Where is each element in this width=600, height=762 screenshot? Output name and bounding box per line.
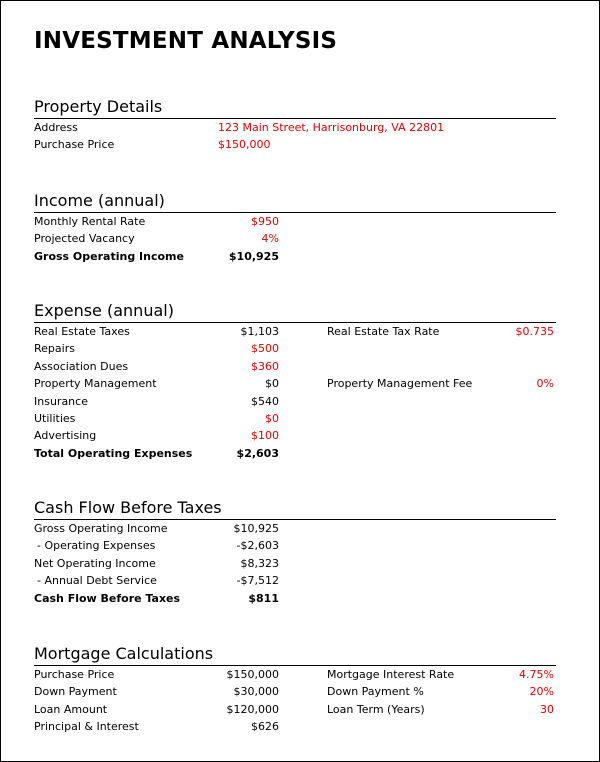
row-value: -$2,603: [236, 539, 279, 553]
row-value: $0: [265, 377, 279, 391]
row-label: Advertising: [34, 429, 97, 443]
row-value: $10,925: [233, 522, 279, 535]
table-row: [34, 520, 556, 537]
row-label: Principal & Interest: [34, 720, 139, 734]
row-value: -$7,512: [236, 574, 279, 588]
table-row: [34, 213, 556, 230]
row-value: $8,323: [240, 556, 279, 570]
table-row: [34, 358, 556, 375]
side-value[interactable]: $0.735: [515, 325, 554, 338]
table-row: [34, 572, 556, 589]
row-label: Loan Amount: [34, 702, 108, 716]
table-row: [34, 683, 556, 700]
row-value[interactable]: $0: [265, 411, 279, 425]
section-heading: Cash Flow Before Taxes: [34, 498, 556, 520]
row-value: $150,000: [226, 668, 279, 681]
section-heading: Expense (annual): [34, 301, 556, 323]
row-label: Projected Vacancy: [34, 232, 135, 246]
row-label: Gross Operating Income: [34, 249, 184, 263]
table-row: [34, 445, 556, 462]
table-row: [34, 701, 556, 718]
cash-flow-section: [34, 498, 556, 607]
row-value[interactable]: $360: [251, 359, 279, 373]
table-row: [34, 555, 556, 572]
property-details-section: [34, 97, 556, 154]
mortgage-section: [34, 644, 556, 736]
row-label: Monthly Rental Rate: [34, 215, 146, 228]
address-label: Address: [34, 121, 78, 134]
section-heading: Mortgage Calculations: [34, 644, 556, 666]
side-value[interactable]: 4.75%: [519, 668, 554, 681]
row-label: Utilities: [34, 411, 76, 425]
table-row: [34, 393, 556, 410]
row-label: Property Management: [34, 377, 157, 391]
side-label: Real Estate Tax Rate: [327, 325, 440, 338]
row-label: Gross Operating Income: [34, 522, 168, 535]
row-label: Cash Flow Before Taxes: [34, 591, 181, 605]
table-row: [34, 340, 556, 357]
row-value: $120,000: [226, 702, 279, 716]
table-row: [34, 248, 556, 265]
row-label: Repairs: [34, 342, 75, 356]
row-label: Insurance: [34, 394, 88, 408]
page-title: INVESTMENT ANALYSIS: [34, 28, 338, 54]
side-value[interactable]: 0%: [536, 377, 554, 391]
row-label: Association Dues: [34, 359, 129, 373]
row-value: $10,925: [228, 249, 279, 263]
row-label: Real Estate Taxes: [34, 325, 130, 338]
table-row: [34, 427, 556, 444]
table-row: [34, 323, 556, 340]
row-value: $1,103: [240, 325, 279, 338]
row-value[interactable]: $500: [251, 342, 279, 356]
row-value[interactable]: $100: [251, 429, 279, 443]
expense-section: [34, 301, 556, 462]
row-value: $540: [251, 394, 279, 408]
purchase-price-row: [34, 136, 556, 153]
purchase-price-value[interactable]: $150,000: [218, 138, 271, 152]
table-row: [34, 590, 556, 607]
row-label: - Annual Debt Service: [37, 574, 157, 588]
side-label: Mortgage Interest Rate: [327, 668, 455, 681]
address-value[interactable]: 123 Main Street, Harrisonburg, VA 22801: [218, 121, 445, 134]
side-label: Down Payment %: [327, 685, 424, 699]
table-row: [34, 410, 556, 427]
row-label: Net Operating Income: [34, 556, 156, 570]
side-label: Loan Term (Years): [327, 702, 425, 716]
row-label: Down Payment: [34, 685, 117, 699]
row-label: - Operating Expenses: [37, 539, 156, 553]
section-heading: Property Details: [34, 97, 556, 119]
row-value[interactable]: $950: [251, 215, 279, 228]
side-label: Property Management Fee: [327, 377, 473, 391]
table-row: [34, 375, 556, 392]
table-row: [34, 537, 556, 554]
table-row: [34, 230, 556, 247]
row-value: $811: [248, 591, 279, 605]
section-heading: Income (annual): [34, 191, 556, 213]
table-row: [34, 718, 556, 735]
side-value[interactable]: 20%: [529, 685, 554, 699]
table-row: [34, 666, 556, 683]
income-section: [34, 191, 556, 265]
row-value: $2,603: [236, 446, 279, 460]
row-value: $626: [251, 720, 279, 734]
row-value: $30,000: [233, 685, 279, 699]
row-label: Purchase Price: [34, 668, 115, 681]
side-value[interactable]: 30: [540, 702, 554, 716]
row-label: Total Operating Expenses: [34, 446, 193, 460]
purchase-price-label: Purchase Price: [34, 138, 115, 152]
address-row: [34, 119, 556, 136]
row-value[interactable]: 4%: [261, 232, 279, 246]
